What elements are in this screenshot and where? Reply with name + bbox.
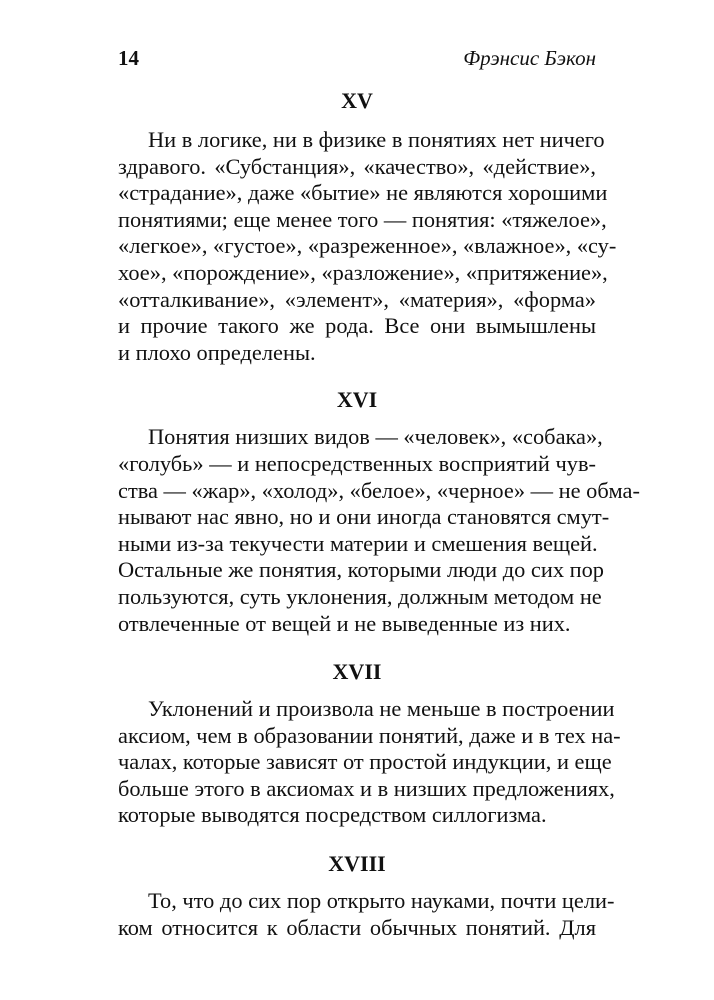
text-line: ства — «жар», «холод», «белое», «черное» — не обма- [118, 477, 640, 503]
text-line: понятиями; еще менее того — понятия: «тяжелое», [118, 206, 607, 232]
text-line: и плохо определены. [118, 339, 316, 365]
section-paragraph [118, 127, 617, 366]
text-line: отвлеченные от вещей и не выведенные из них. [118, 610, 571, 636]
text-line: хое», «порождение», «разложение», «притяжение», [118, 259, 608, 285]
text-line: аксиом, чем в образовании понятий, даже и в тех на- [118, 722, 621, 748]
text-line: Уклонений и произвола не меньше в построении [148, 696, 615, 722]
text-line: чалах, которые зависят от простой индукции, и еще [118, 749, 612, 775]
section-numeral: XVII [332, 659, 382, 685]
page-number: 14 [118, 46, 139, 70]
text-line: которые выводятся посредством силлогизма. [118, 802, 547, 828]
text-line: Ни в логике, ни в физике в понятиях нет ничего [148, 127, 605, 152]
text-line: ком относится к области обычных понятий. Для [118, 914, 596, 940]
section-xviii [118, 851, 615, 941]
section-paragraph [118, 424, 640, 637]
text-line: больше этого в аксиомах и в низших предложениях, [118, 775, 615, 801]
section-xvi [118, 387, 640, 637]
section-numeral: XVI [336, 387, 378, 413]
text-line: нывают нас явно, но и они иногда становятся смут- [118, 504, 610, 530]
text-line: здравого. «Субстанция», «качество», «действие», [118, 153, 596, 179]
running-head-author: Фрэнсис Бэкон [463, 46, 596, 70]
section-paragraph [118, 696, 621, 829]
section-xvii [118, 659, 621, 829]
section-numeral: XVIII [328, 851, 386, 877]
text-line: «голубь» — и непосредственных восприятий чув- [118, 450, 596, 476]
section-numeral: XV [341, 88, 373, 113]
section-xv [118, 88, 617, 366]
running-head [118, 46, 596, 78]
text-line: Понятия низших видов — «человек», «собака», [148, 424, 603, 450]
text-line: и прочие такого же рода. Все они вымышлены [118, 313, 596, 339]
text-line: То, что до сих пор открыто науками, почти цели- [148, 888, 615, 914]
text-line: пользуются, суть уклонения, должным методом не [118, 583, 602, 609]
text-line: «страдание», даже «бытие» не являются хорошими [118, 180, 608, 206]
text-line: «отталкивание», «элемент», «материя», «форма» [118, 286, 596, 312]
book-page [118, 46, 640, 941]
text-line: «легкое», «густое», «разреженное», «влажное», «су- [118, 233, 617, 259]
text-line: Остальные же понятия, которыми люди до сих пор [118, 557, 605, 583]
text-line: ными из-за текучести материи и смешения вещей. [118, 530, 598, 556]
section-paragraph [118, 888, 615, 941]
